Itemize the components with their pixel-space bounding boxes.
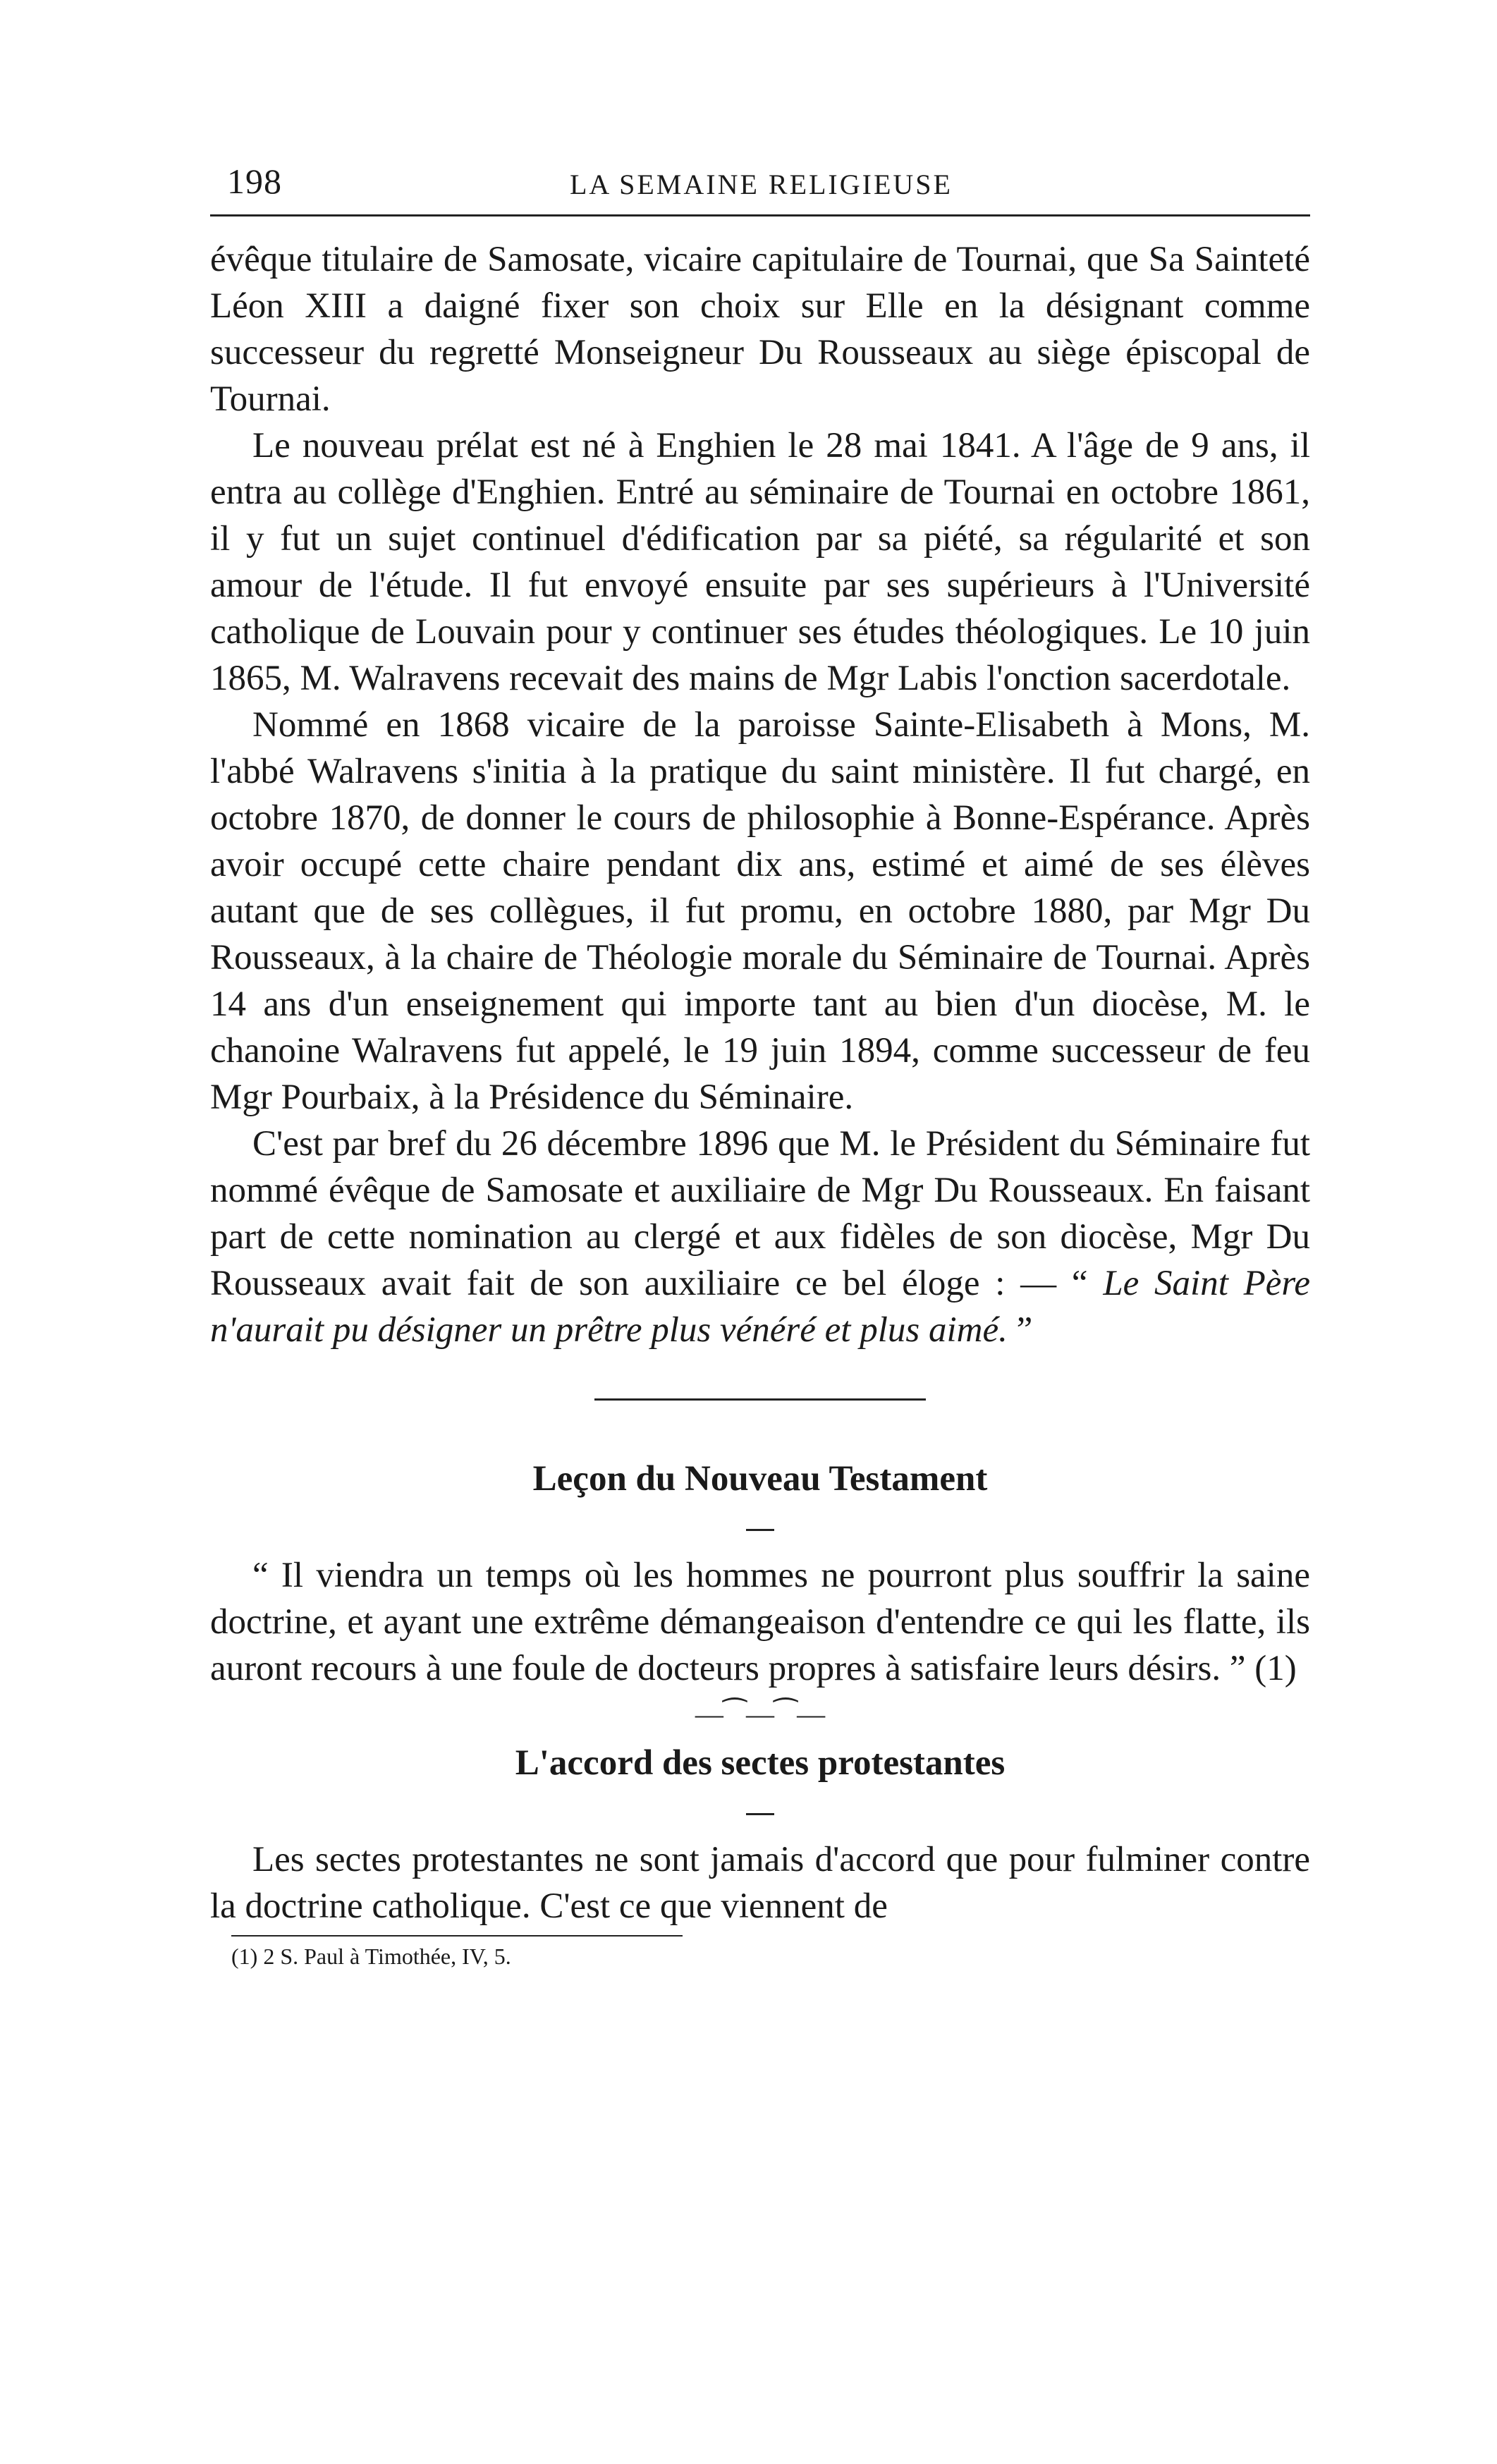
heading-dash: [746, 1529, 774, 1531]
running-title: LA SEMAINE RELIGIEUSE: [570, 169, 953, 200]
footnote-rule: [231, 1935, 683, 1937]
paragraph-2: Le nouveau prélat est né à Enghien le 28 mai 1841. A l'âge de 9 ans, il entra au collège d'Enghien. Entré au séminaire de Tournai en octobre 1861, il y fut un sujet continuel d'édification par sa piété, sa régularité et son amour de l'étude. Il fut envoyé ensuite par ses supérieurs à l'Université catholique de Louvain pour y continuer ses études théologiques. Le 10 juin 1865, M. Walravens recevait des mains de Mgr Labis l'onction sacerdotale.: [210, 426, 1310, 698]
section-1-text: “ Il viendra un temps où les hommes ne pourront plus souffrir la saine doctrine, et ayant une extrême démangeaison d'entendre ce qui les flatte, ils auront recours à une foule de docteurs propres à satisfaire leurs désirs. ” (1): [210, 1556, 1310, 1688]
heading-dash-2: [746, 1813, 774, 1815]
section-heading-lecon: Leçon du Nouveau Testament: [532, 1459, 988, 1499]
running-head: [210, 141, 1310, 205]
header-rule: [210, 214, 1310, 216]
paragraph-4-close: ”: [1007, 1310, 1033, 1350]
page: [210, 141, 1310, 1970]
section-separator: [594, 1398, 926, 1401]
footnote: (1) 2 S. Paul à Timothée, IV, 5.: [231, 1944, 511, 1969]
paragraph-1: évêque titulaire de Samosate, vicaire capitulaire de Tournai, que Sa Sainteté Léon XIII a daigné fixer son choix sur Elle en la désignant comme successeur du regretté Monseigneur Du Rousseaux au siège épiscopal de Tournai.: [210, 240, 1310, 419]
paragraph-4-quote: Le Saint Père n'aurait pu désigner un prêtre plus vénéré et plus aimé.: [210, 1264, 1311, 1350]
section-heading-accord: L'accord des sectes protestantes: [515, 1743, 1006, 1783]
page-number: 198: [227, 161, 282, 201]
paragraph-3: Nommé en 1868 vicaire de la paroisse Sainte-Elisabeth à Mons, M. l'abbé Walravens s'initia à la pratique du saint ministère. Il fut chargé, en octobre 1870, de donner le cours de philosophie à Bonne-Espérance. Après avoir occupé cette chaire pendant dix ans, estimé et aimé de ses élèves autant que de ses collègues, il fut promu, en octobre 1880, par Mgr Du Rousseaux, à la chaire de Théologie morale du Séminaire de Tournai. Après 14 ans d'un enseignement qui importe tant au bien d'un diocèse, M. le chanoine Walravens fut appelé, le 19 juin 1894, comme successeur de feu Mgr Pourbaix, à la Présidence du Séminaire.: [210, 705, 1310, 1117]
ornament-divider: —⁀—⁀—: [695, 1698, 826, 1730]
paragraph-4-text: C'est par bref du 26 décembre 1896 que M. le Président du Séminaire fut nommé évêque de Samosate et auxiliaire de Mgr Du Rousseaux. En faisant part de cette nomination au clergé et aux fidèles de son diocèse, Mgr Du Rousseaux avait fait de son auxiliaire ce bel éloge : — “: [210, 1124, 1310, 1303]
section-2-text: Les sectes protestantes ne sont jamais d'accord que pour fulminer contre la doctrine catholique. C'est ce que viennent de: [210, 1840, 1310, 1926]
paragraph-4: [210, 1121, 1310, 1353]
